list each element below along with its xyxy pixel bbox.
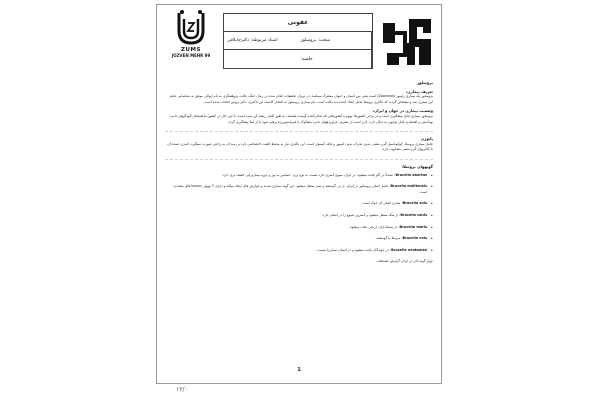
- section-divider: [165, 131, 433, 132]
- species-name: Brucella neotomae: [391, 247, 427, 252]
- closing-note: چهار گونه آخر در ایران گزارش نشدهاند.: [376, 259, 433, 264]
- pathogen-heading: پاتوژن: [420, 136, 433, 142]
- section-title: بروسلوز: [417, 80, 433, 85]
- species-text: در جوندگان یافت میشود و در انسان بیماریزا نیست.: [316, 247, 389, 252]
- topic-label: مبحث: بروسلوز: [298, 32, 373, 49]
- definition-text: بروسلوز یک بیماری زئونوز (Zoonosis) است یعنی بین انسان و حیوان مشترک میباشد. در دوران تحقیقات انجام شده در زمان جنگ، حالت پژوهشگری به نام اپوالی موفق به شناسایی عامل این بیماری شد و مشخص گردید که باکتری بروسلا عامل ایجاد کننده تب مالت است. نام بیماری بروسلوز به افتخار کاشف این باکتری، دکتر بروس انتخاب شده است.: [169, 94, 433, 104]
- species-text: عمدتاً در گاو یافت میشود. در ایران شیوع کمتری دارد نسبت به نوع بزی، حساس به نور و دوره بیماریزایی خفیف تری دارد.: [221, 172, 394, 177]
- species-name: Brucella ovis: [402, 236, 427, 241]
- zums-emblem-icon: [174, 9, 208, 47]
- document-header: [163, 9, 435, 69]
- species-name: Brucella abortus: [395, 172, 427, 177]
- instructor-label: استاد مربوطه: دکترچاپلاقی: [227, 38, 278, 43]
- list-item: • Brucella melitensis: عامل اصلی بروسلوز در ایران. از بز، گوسفند و شتر منتقل میشود. این گونه بیماری شدید و عوارض های ایجاد میکند و دارای ۳ بیووار biovar های متعددی است.: [165, 184, 433, 195]
- species-name: Brucella suis: [402, 201, 427, 206]
- logo-caption-line2: JOZVEN MEHR 99: [171, 53, 211, 58]
- definition-heading: تعریف بیماری:: [405, 88, 433, 94]
- course-title: عفونی: [287, 19, 309, 26]
- pathogen-text: عامل بیماری بروسلا، کوکوباسیل گرم منفی، بدون تحرک، بدون اسپور و فاقد کپسول است. این باکتری نیاز به محیط کشت اختصاصی دارد و رشد آن به راحتی صورت نمیگیرد. آنتیژن عمده آن با باکتریهای گرم منفی مشابهت دارد.: [167, 141, 433, 152]
- list-item: • Brucella neotomae: در جوندگان یافت میشود و در انسان بیماریزا نیست.: [165, 248, 433, 254]
- list-item: • Brucella ovis: مرتبط با گوسفند.: [165, 236, 433, 242]
- session-label: جلسه:: [298, 50, 373, 68]
- logo-caption-line1: ZUMS: [181, 47, 201, 53]
- species-name: Brucella melitensis: [390, 184, 427, 189]
- page-number: 1: [297, 367, 301, 373]
- section-divider: [165, 159, 433, 160]
- viewer-page-indicator: ۱۳/۰: [176, 386, 188, 393]
- header-info-table: [223, 13, 373, 69]
- species-text: مرتبط با گوسفند.: [375, 236, 401, 241]
- zums-logo: [163, 9, 219, 67]
- list-item: • Brucella suis: مخزن اصلی آن خوک است.: [165, 201, 433, 207]
- status-heading: وضعیت بیماری در جهان و ایران:: [372, 108, 433, 114]
- document-body: [165, 77, 433, 267]
- species-name: Brucella maris: [399, 224, 427, 229]
- status-text: بروسلوز بیماری قابل پیشگیری است و در برخی کشورها، بهویژه کشورهایی که صادرکننده گوشت هستند، به طور کامل ریشه کن شده است. با این حال در کشور ما همچنان آلودگیهای دامی، بهداشتی و اقتصادی قابل توجهی به دنبال دارد. لازم است از مصرف فراوردههای دامی مشکوک یا غیرپاستوریزه پرهیز شود تا از ابتلا پیشگیری گردد.: [169, 113, 433, 124]
- species-text: مخزن اصلی آن خوک است.: [361, 201, 401, 206]
- species-heading: گونههای بروسلا:: [401, 163, 433, 169]
- species-name: Brucella canis: [400, 212, 427, 217]
- list-item: • Brucella abortus: عمدتاً در گاو یافت میشود. در ایران شیوع کمتری دارد نسبت به نوع بزی، حساس به نور و دوره بیماریزایی خفیف تری دارد.: [165, 173, 433, 179]
- species-list: [165, 173, 433, 254]
- list-item: • Brucella maris: در پستانداران دریایی یافت میشود.: [165, 225, 433, 231]
- university-logo: [379, 13, 435, 69]
- species-text: از سگ منتقل میشود و کمترین شیوع را در انسان دارد.: [321, 212, 399, 217]
- document-page: [156, 4, 442, 384]
- species-text: در پستانداران دریایی یافت میشود.: [349, 224, 398, 229]
- university-emblem-icon: [379, 13, 435, 69]
- list-item: • Brucella canis: از سگ منتقل میشود و کمترین شیوع را در انسان دارد.: [165, 213, 433, 219]
- species-text: عامل اصلی بروسلوز در ایران. از بز، گوسفند و شتر منتقل میشود. این گونه بیماری شدید و عوارض های ایجاد میکند و دارای ۳ بیووار biovar های متعددی است.: [173, 184, 427, 194]
- empty-cell: [224, 50, 298, 68]
